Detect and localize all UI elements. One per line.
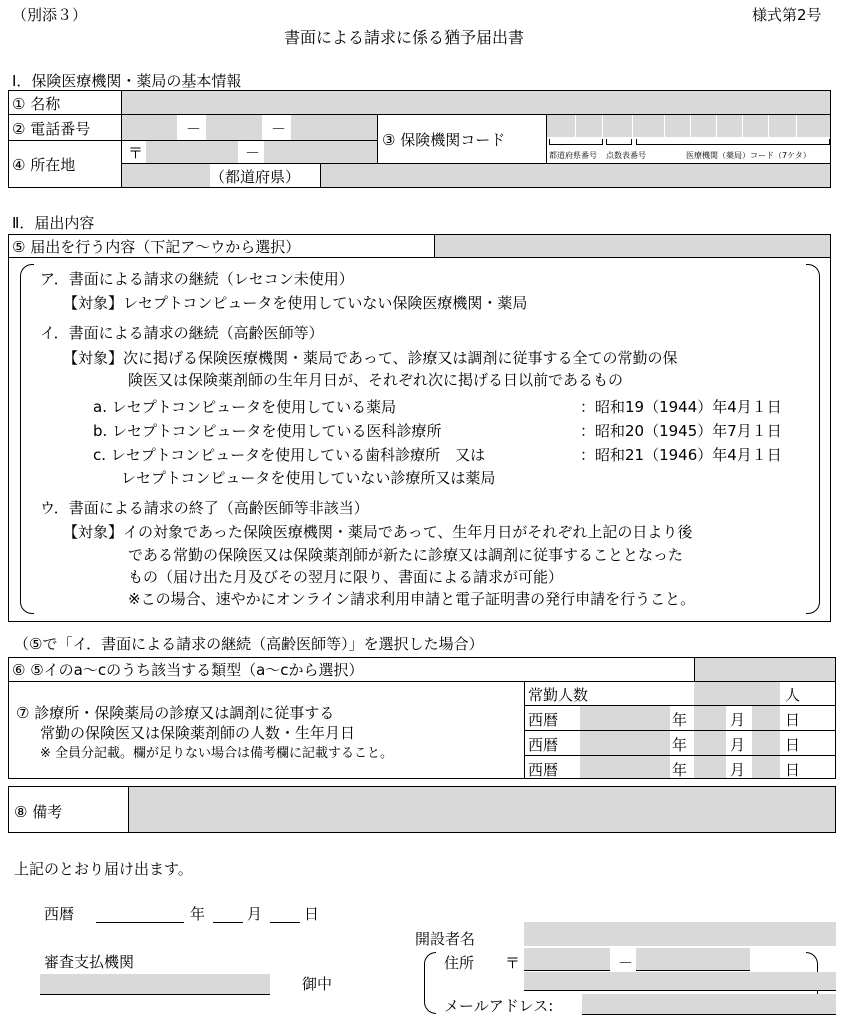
institution-code-field[interactable] — [547, 115, 830, 137]
code-pref-caption: 都道府県番号 — [549, 151, 597, 160]
onchu-label: 御中 — [302, 975, 333, 993]
birth-day-unit: 日 — [785, 761, 801, 779]
contact-postal-mark: 〒 — [505, 954, 521, 972]
prefecture-label: （都道府県） — [210, 168, 301, 186]
conditional-note: （⑤で「イ．書面による請求の継続（高齢医師等）」を選択した場合） — [14, 635, 484, 653]
address-dash: － — [245, 144, 261, 162]
name-field[interactable] — [122, 91, 830, 114]
section2-heading: Ⅱ．届出内容 — [12, 214, 95, 232]
date-year-field[interactable] — [96, 902, 184, 923]
institution-code-label: ③ 保険機関コード — [382, 131, 506, 149]
address-postal1-field[interactable] — [146, 141, 238, 163]
option-i-item-c-2: レセプトコンピュータを使用していない診療所又は薬局 — [121, 469, 496, 487]
attachment-label: （別添３） — [12, 6, 88, 24]
date-month-unit: 月 — [247, 905, 263, 923]
contact-address-field[interactable] — [524, 972, 836, 991]
prefecture-field[interactable] — [122, 164, 210, 187]
birth-day-unit: 日 — [785, 711, 801, 729]
contact-postal-dash: － — [618, 954, 634, 972]
option-i-item-b: b. レセプトコンピュータを使用している医科診療所 — [93, 422, 442, 440]
option-i-date-b: ：昭和20（1945）年7月１日 — [580, 422, 782, 440]
option-a-target: 【対象】レセプトコンピュータを使用していない保険医療機関・薬局 — [63, 294, 528, 312]
option-i-title: イ．書面による請求の継続（高齢医師等） — [40, 324, 324, 342]
address-postal2-field[interactable] — [264, 141, 377, 163]
option-i-target-1: 【対象】次に掲げる保険医療機関・薬局であって、診療又は調剤に従事する全ての常勤の保 — [63, 349, 678, 367]
item5-label: ⑤ 届出を行う内容（下記ア～ウから選択） — [12, 238, 301, 256]
staff-count-label: 常勤人数 — [528, 686, 589, 704]
option-i-item-a: a. レセプトコンピュータを使用している薬局 — [93, 398, 397, 416]
birth-era-label: 西暦 — [528, 736, 559, 754]
birth-month-field[interactable] — [694, 706, 726, 730]
birth-year-unit: 年 — [672, 761, 688, 779]
address-detail-field[interactable] — [321, 164, 830, 187]
birth-day-field[interactable] — [752, 706, 780, 730]
contact-address-label: 住所 — [444, 954, 475, 972]
date-year-unit: 年 — [190, 905, 206, 923]
option-u-target-4: ※この場合、速やかにオンライン請求利用申請と電子証明書の発行申請を行うこと。 — [128, 590, 696, 608]
review-org-field[interactable] — [40, 974, 270, 995]
name-label: ① 名称 — [12, 95, 61, 113]
address-label: ④ 所在地 — [12, 156, 76, 174]
birth-year-unit: 年 — [672, 711, 688, 729]
item5-select-field[interactable] — [435, 235, 830, 257]
founder-name-label: 開設者名 — [415, 930, 476, 948]
page-title: 書面による請求に係る猶予届出書 — [284, 28, 525, 47]
item7-note: ※ 全員分記載。欄が足りない場合は備考欄に記載すること。 — [40, 746, 394, 761]
phone-dash-1: － — [186, 120, 202, 138]
item7-line-2: 常勤の保険医又は保険薬剤師の人数・生年月日 — [40, 724, 356, 742]
birth-month-unit: 月 — [730, 761, 746, 779]
option-i-date-c: ：昭和21（1946）年4月１日 — [580, 446, 782, 464]
birth-day-unit: 日 — [785, 736, 801, 754]
remarks-field[interactable] — [129, 787, 835, 832]
birth-year-field[interactable] — [580, 706, 670, 730]
phone-last-field[interactable] — [291, 115, 377, 140]
birth-month-field[interactable] — [694, 731, 726, 755]
phone-area-field[interactable] — [122, 115, 177, 140]
birth-month-unit: 月 — [730, 736, 746, 754]
birth-month-field[interactable] — [694, 756, 726, 778]
option-i-date-a: ：昭和19（1944）年4月１日 — [580, 398, 782, 416]
staff-count-unit: 人 — [785, 686, 801, 704]
birth-era-label: 西暦 — [528, 761, 559, 779]
birth-day-field[interactable] — [752, 731, 780, 755]
birth-month-unit: 月 — [730, 711, 746, 729]
section1-heading: Ⅰ．保険医療機関・薬局の基本情報 — [12, 72, 242, 90]
submission-statement: 上記のとおり届け出ます。 — [14, 860, 193, 878]
review-org-label: 審査支払機関 — [44, 953, 135, 971]
option-u-target-1: 【対象】イの対象であった保険医療機関・薬局であって、生年月日がそれぞれ上記の日より後 — [63, 523, 693, 541]
birth-day-field[interactable] — [752, 756, 780, 778]
item6-label: ⑥ ⑤イのa～cのうち該当する類型（a～cから選択） — [12, 661, 364, 679]
phone-label: ② 電話番号 — [12, 120, 91, 138]
remarks-label: ⑧ 備考 — [14, 803, 63, 821]
staff-count-field[interactable] — [694, 682, 780, 705]
contact-postal1-field[interactable] — [524, 948, 610, 971]
option-i-target-2: 険医又は保険薬剤師の生年月日が、それぞれ次に掲げる日以前であるもの — [128, 371, 624, 389]
option-i-item-c: c. レセプトコンピュータを使用している歯科診療所 又は — [93, 446, 486, 464]
birth-year-field[interactable] — [580, 731, 670, 755]
item7-line-1: ⑦ 診療所・保険薬局の診療又は調剤に従事する — [16, 704, 335, 722]
address-postal-mark: 〒 — [128, 144, 144, 162]
email-field[interactable] — [582, 994, 836, 1015]
form-number: 様式第2号 — [752, 6, 822, 24]
date-day-field[interactable] — [270, 902, 300, 923]
contact-postal2-field[interactable] — [636, 948, 750, 971]
option-a-title: ア．書面による請求の継続（レセコン未使用） — [40, 270, 354, 288]
email-label: メールアドレス: — [444, 997, 554, 1015]
code-inst-caption: 医療機関（薬局）コード（7ケタ） — [686, 151, 811, 160]
founder-name-field[interactable] — [524, 922, 836, 946]
date-era-label: 西暦 — [44, 905, 75, 923]
date-day-unit: 日 — [304, 905, 320, 923]
birth-year-field[interactable] — [580, 756, 670, 778]
item6-select-field[interactable] — [695, 658, 835, 681]
date-month-field[interactable] — [213, 902, 243, 923]
code-table-caption: 点数表番号 — [606, 151, 646, 160]
option-u-target-2: である常勤の保険医又は保険薬剤師が新たに診療又は調剤に従事することとなった — [128, 546, 684, 564]
phone-dash-2: － — [271, 120, 287, 138]
birth-year-unit: 年 — [672, 736, 688, 754]
option-u-target-3: もの（届け出た月及びその翌月に限り、書面による請求が可能） — [128, 568, 564, 586]
option-u-title: ウ．書面による請求の終了（高齢医師等非該当） — [40, 499, 369, 517]
phone-middle-field[interactable] — [206, 115, 262, 140]
birth-era-label: 西暦 — [528, 711, 559, 729]
